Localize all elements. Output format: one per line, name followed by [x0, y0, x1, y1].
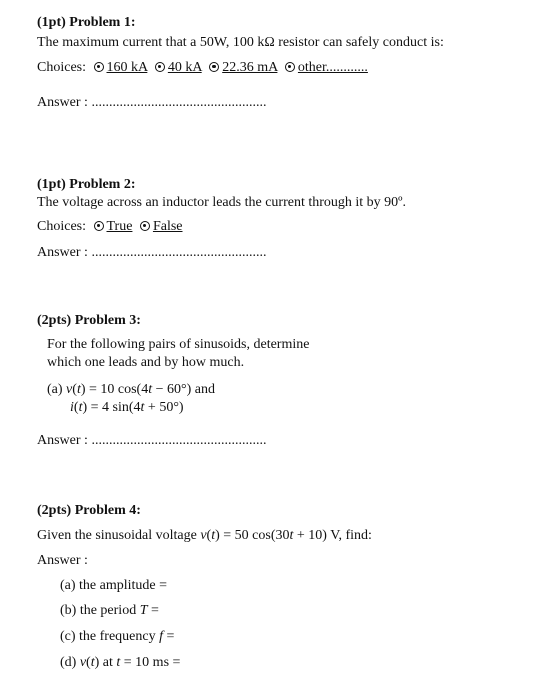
problem-1-title: (1pt) Problem 1:: [37, 15, 136, 30]
answer-blank[interactable]: ..................................................: [91, 433, 267, 448]
part-b: (b) the period T =: [60, 603, 159, 618]
choice-option[interactable]: 22.36 mA: [205, 60, 277, 75]
radio-icon[interactable]: [285, 62, 295, 72]
radio-icon[interactable]: [140, 221, 150, 231]
radio-icon[interactable]: [94, 62, 104, 72]
problem-2-choices: [37, 219, 183, 235]
radio-icon[interactable]: [94, 221, 104, 231]
problem-4-given: Given the sinusoidal voltage v(t) = 50 cos(30t + 10) V, find:: [37, 528, 372, 543]
radio-icon[interactable]: [209, 62, 219, 72]
choice-option[interactable]: other............: [281, 60, 368, 75]
part-a: (a) the amplitude =: [60, 578, 168, 593]
problem-3-text-line-1: For the following pairs of sinusoids, determine: [47, 337, 310, 352]
problem-2-question: The voltage across an inductor leads the current through it by 90º.: [37, 195, 407, 210]
problem-1-question: The maximum current that a 50W, 100 kΩ resistor can safely conduct is:: [37, 35, 444, 50]
problem-4-answer-label: Answer :: [37, 553, 88, 568]
choices-label: Choices:: [37, 219, 86, 234]
choice-option[interactable]: True: [90, 219, 133, 234]
answer-label: Answer :: [37, 245, 88, 260]
problem-3-text-line-2: which one leads and by how much.: [47, 355, 245, 370]
choice-option[interactable]: 40 kA: [151, 60, 202, 75]
part-d: (d) v(t) at t = 10 ms =: [60, 655, 181, 670]
choice-option[interactable]: False: [136, 219, 183, 234]
problem-2-answer: [37, 245, 266, 261]
answer-label: Answer :: [37, 433, 88, 448]
answer-label: Answer :: [37, 95, 88, 110]
problem-3-answer: [37, 433, 266, 449]
choice-option[interactable]: 160 kA: [90, 60, 148, 75]
choices-label: Choices:: [37, 60, 86, 75]
part-c: (c) the frequency f =: [60, 629, 175, 644]
equation-a: (a) v(t) = 10 cos(4t − 60°) and: [47, 382, 215, 397]
problem-2-title: (1pt) Problem 2:: [37, 177, 136, 192]
radio-icon[interactable]: [155, 62, 165, 72]
equation-b: i(t) = 4 sin(4t + 50°): [70, 400, 184, 415]
problem-3-title: (2pts) Problem 3:: [37, 313, 141, 328]
answer-blank[interactable]: ..................................................: [91, 245, 267, 260]
problem-1-choices: [37, 60, 368, 76]
problem-1-answer: [37, 95, 266, 111]
problem-4-title: (2pts) Problem 4:: [37, 503, 141, 518]
answer-blank[interactable]: ..................................................: [91, 95, 267, 110]
